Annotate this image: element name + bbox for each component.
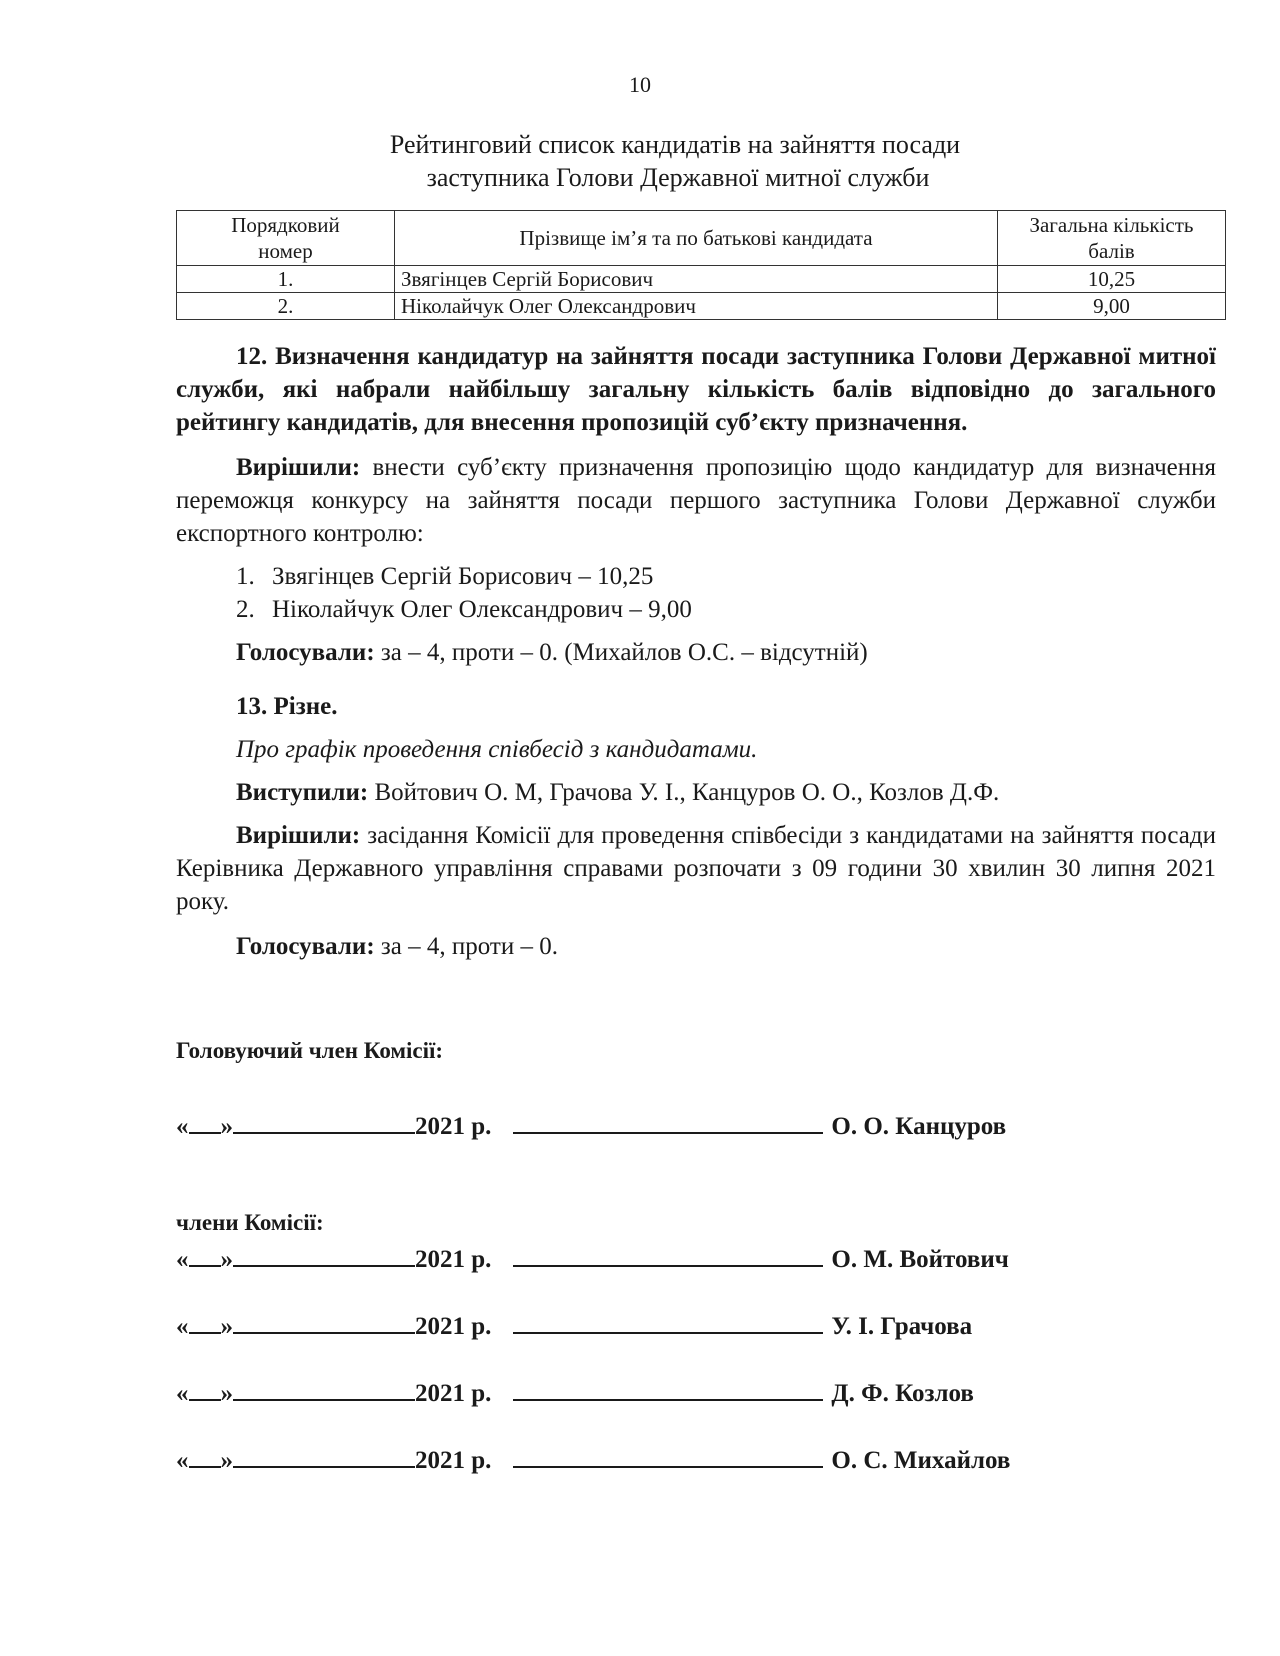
year-text: 2021 р. [415, 1113, 492, 1140]
table-row [177, 293, 1226, 320]
section-13-vote [176, 930, 1216, 963]
signature-row-member [176, 1310, 972, 1341]
voted-label: Голосували: [236, 933, 375, 960]
close-quote: » [220, 1113, 233, 1140]
open-quote: « [176, 1380, 189, 1407]
cell-number: 2. [177, 293, 395, 320]
table-title [170, 128, 1180, 194]
month-blank [233, 1444, 415, 1468]
list-text: Ніколайчук Олег Олександрович – 9,00 [272, 596, 692, 623]
open-quote: « [176, 1246, 189, 1273]
list-number: 2. [236, 596, 255, 623]
spoke-label: Виступили: [236, 779, 369, 806]
signature-blank [513, 1310, 823, 1334]
section-12-heading: 12. Визначення кандидатур на зайняття посади заступника Голови Державної митної служби, які набрали найбільшу загальну кількість балів відповідно до загального рейтингу кандидатів, для внесення пропозицій суб’єкту призначення. [176, 343, 1216, 436]
day-blank [189, 1310, 221, 1334]
header-score [998, 211, 1226, 266]
table-title-line1: Рейтинговий список кандидатів на зайняття посади [389, 130, 961, 159]
day-blank [189, 1444, 221, 1468]
signature-row-member [176, 1377, 974, 1408]
signature-row-member [176, 1243, 1009, 1274]
cell-score: 10,25 [998, 266, 1226, 293]
signature-blank [513, 1243, 823, 1267]
section-13 [176, 690, 1216, 963]
list-number: 1. [236, 563, 255, 590]
spoke-text: Войтович О. М, Грачова У. І., Канцуров О. О., Козлов Д.Ф. [368, 779, 1000, 806]
month-blank [233, 1377, 415, 1401]
signature-blank [513, 1377, 823, 1401]
section-13-subject: Про графік проведення співбесід з кандидатами. [236, 736, 758, 763]
day-blank [189, 1110, 221, 1134]
section-13-speakers [176, 776, 1216, 809]
decided-label: Вирішили: [236, 822, 361, 849]
year-text: 2021 р. [415, 1313, 492, 1340]
table-title-line2: заступника Голови Державної митної служби [426, 163, 930, 192]
signer-name: О. О. Канцуров [831, 1113, 1007, 1140]
cell-name: Звягінцев Сергій Борисович [395, 266, 998, 293]
section-12-decision [176, 451, 1216, 550]
table-row [177, 266, 1226, 293]
cell-name: Ніколайчук Олег Олександрович [395, 293, 998, 320]
decided-text: засідання Комісії для проведення співбесіди з кандидатами на зайняття посади Керівника Державного управління справами розпочати з 09 години 30 хвилин 30 липня 2021 року. [176, 822, 1216, 915]
signature-row-chair [176, 1110, 1006, 1141]
page-number: 10 [629, 72, 651, 97]
decided-text: внести суб’єкту призначення пропозицію щодо кандидатур для визначення переможця конкурсу на зайняття посади першого заступника Голови Державної служби експортного контролю: [176, 454, 1216, 547]
chair-label: Головуючий член Комісії: [176, 1038, 444, 1063]
list-item [176, 560, 1216, 593]
open-quote: « [176, 1447, 189, 1474]
section-13-heading: 13. Різне. [236, 693, 338, 720]
day-blank [189, 1377, 221, 1401]
table-header-row [177, 211, 1226, 266]
signer-name: О. С. Михайлов [831, 1447, 1011, 1474]
signature-blank [513, 1444, 823, 1468]
list-text: Звягінцев Сергій Борисович – 10,25 [272, 563, 654, 590]
header-score-line1: Загальна кількість [1029, 213, 1194, 237]
signature-blank [513, 1110, 823, 1134]
close-quote: » [220, 1246, 233, 1273]
open-quote: « [176, 1313, 189, 1340]
signer-name: О. М. Войтович [831, 1246, 1009, 1273]
candidate-list [176, 560, 1216, 626]
section-12 [176, 340, 1216, 669]
year-text: 2021 р. [415, 1246, 492, 1273]
month-blank [233, 1243, 415, 1267]
cell-number: 1. [177, 266, 395, 293]
section-12-vote [176, 636, 1216, 669]
close-quote: » [220, 1380, 233, 1407]
signature-row-member [176, 1444, 1010, 1475]
header-score-line2: балів [1088, 239, 1135, 263]
header-number-line2: номер [258, 239, 313, 263]
open-quote: « [176, 1113, 189, 1140]
year-text: 2021 р. [415, 1447, 492, 1474]
header-name: Прізвище ім’я та по батькові кандидата [395, 211, 998, 266]
close-quote: » [220, 1313, 233, 1340]
section-13-decision [176, 819, 1216, 918]
year-text: 2021 р. [415, 1380, 492, 1407]
rating-table [176, 210, 1226, 320]
members-label: члени Комісії: [176, 1210, 324, 1235]
header-number-line1: Порядковий [231, 213, 340, 237]
signer-name: У. І. Грачова [831, 1313, 973, 1340]
list-item [176, 593, 1216, 626]
month-blank [233, 1310, 415, 1334]
month-blank [233, 1110, 415, 1134]
decided-label: Вирішили: [236, 454, 361, 481]
header-number [177, 211, 395, 266]
voted-text: за – 4, проти – 0. (Михайлов О.С. – відсутній) [374, 639, 868, 666]
day-blank [189, 1243, 221, 1267]
signer-name: Д. Ф. Козлов [831, 1380, 974, 1407]
voted-label: Голосували: [236, 639, 375, 666]
cell-score: 9,00 [998, 293, 1226, 320]
close-quote: » [220, 1447, 233, 1474]
voted-text: за – 4, проти – 0. [374, 933, 558, 960]
